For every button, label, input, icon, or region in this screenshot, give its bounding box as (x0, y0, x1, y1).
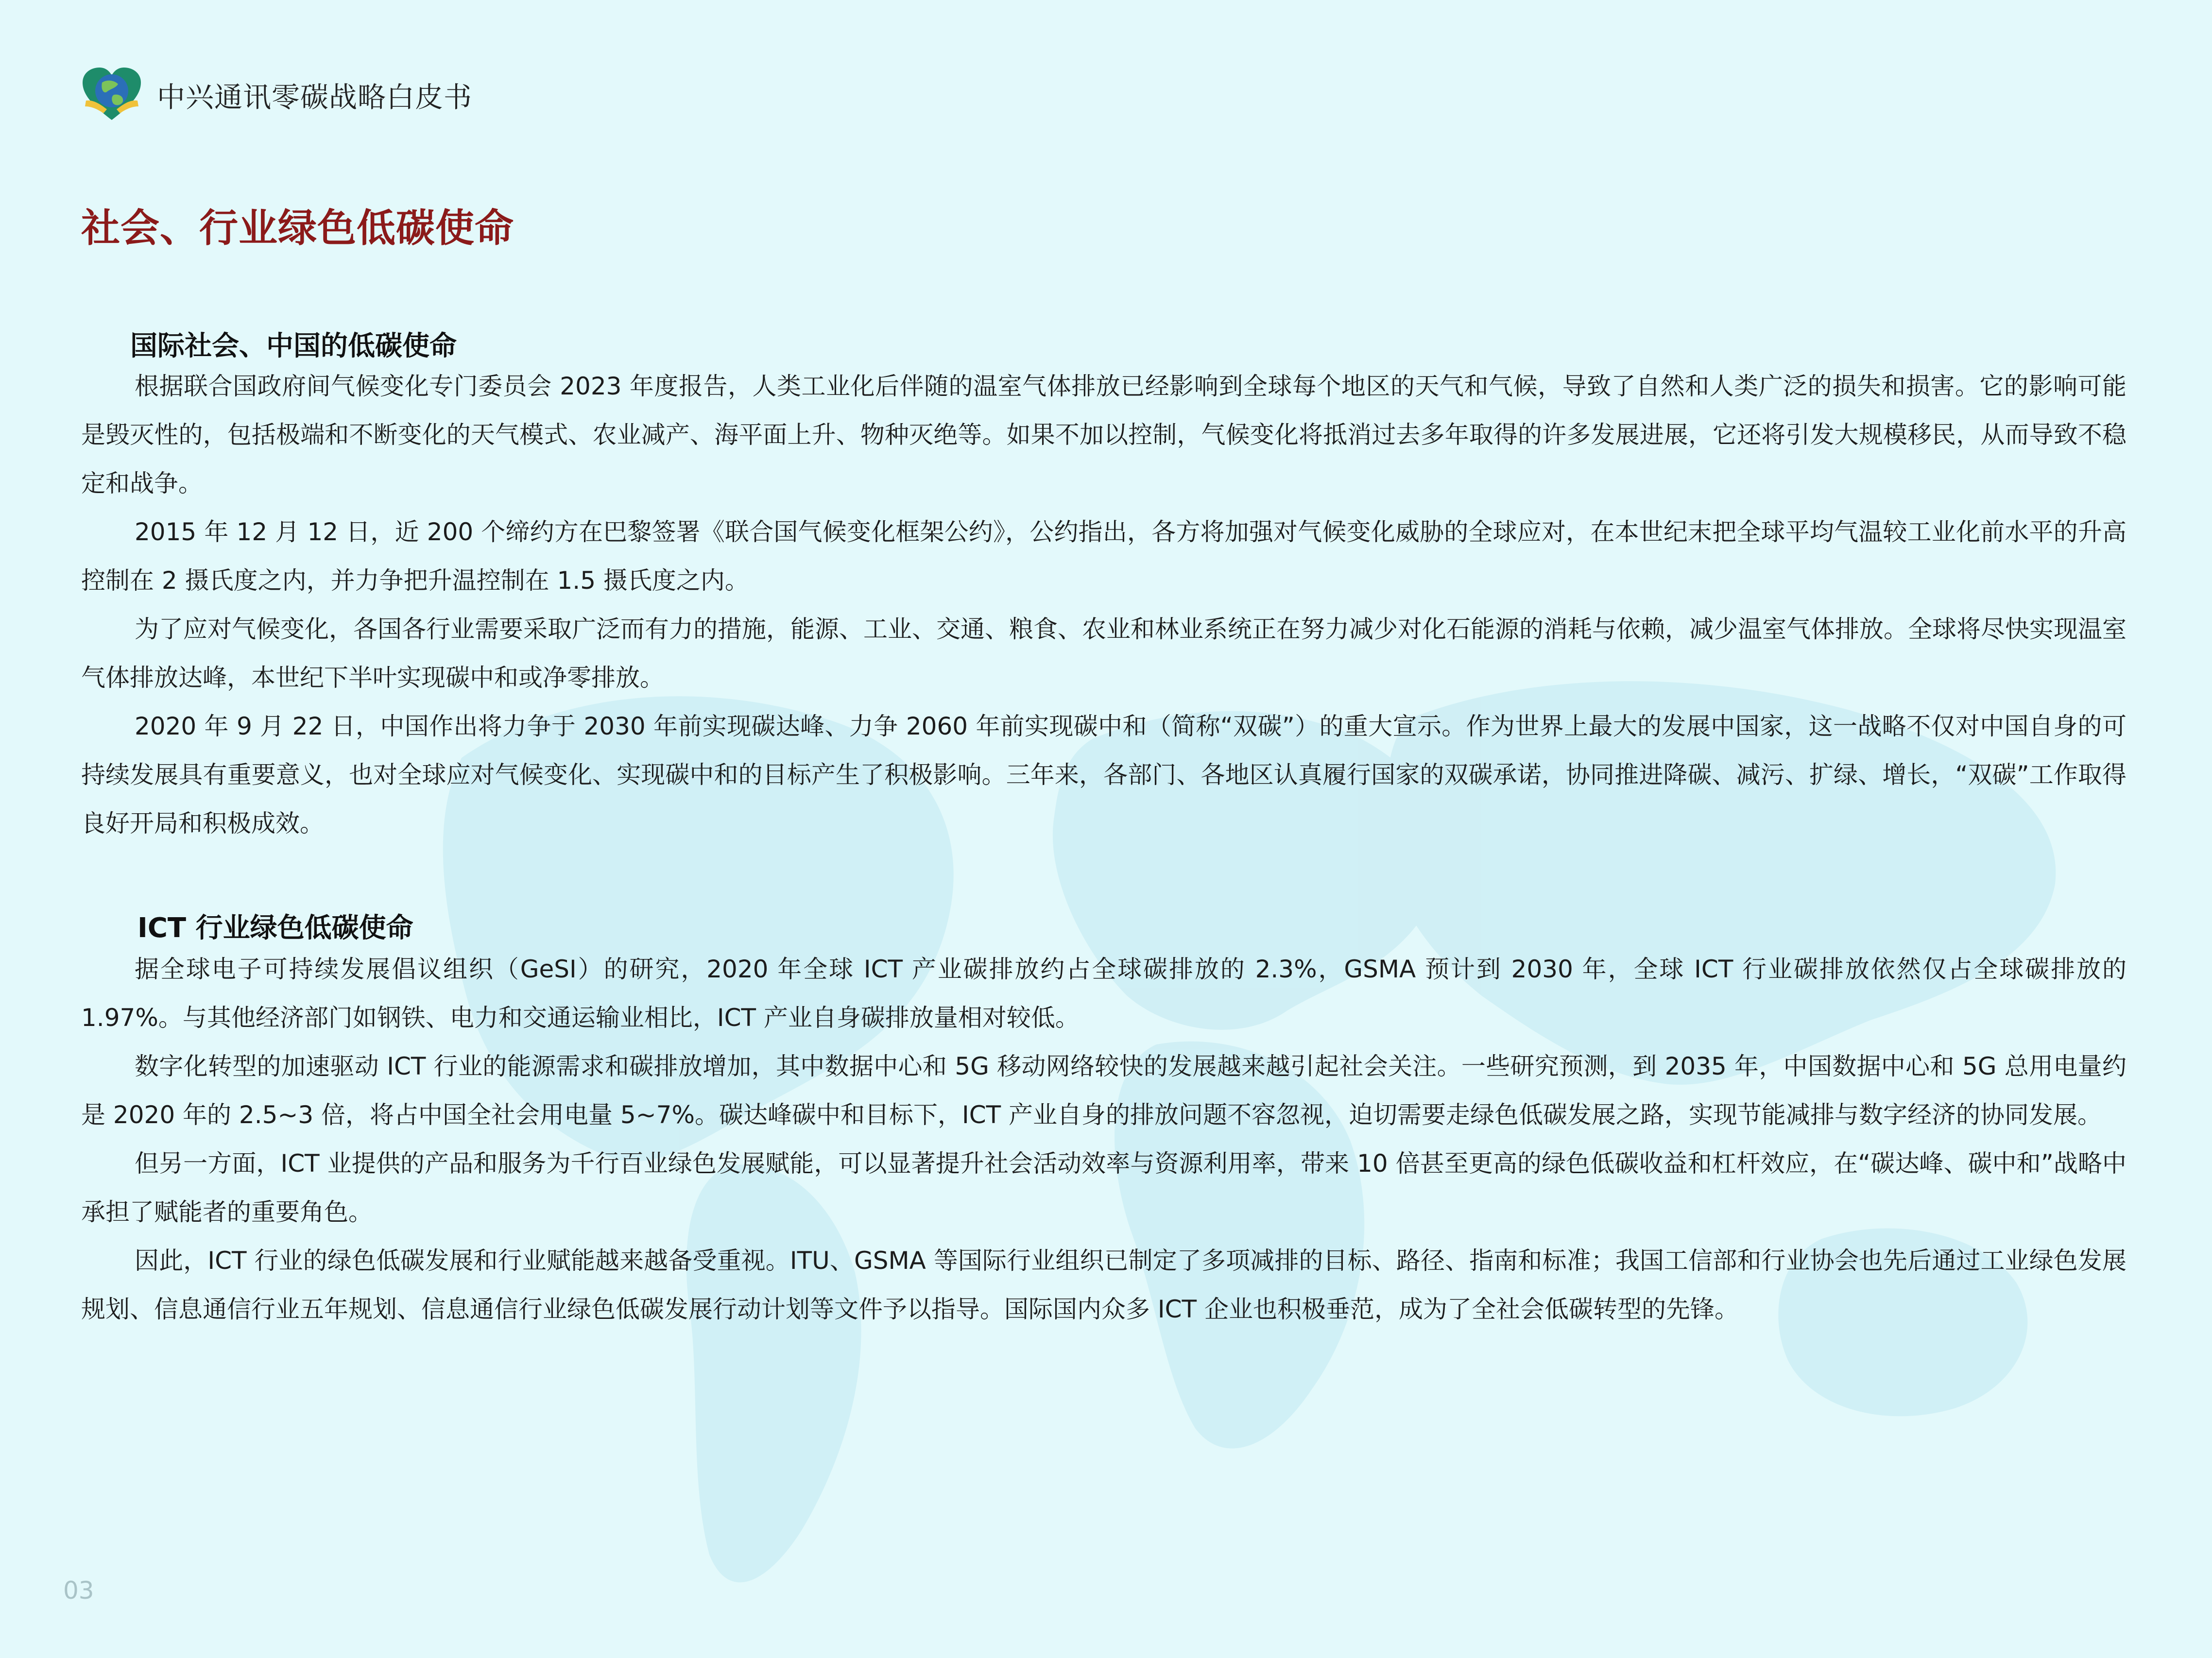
paragraph: 根据联合国政府间气候变化专门委员会 2023 年度报告，人类工业化后伴随的温室气体排放已经影响到全球每个地区的天气和气候，导致了自然和人类广泛的损失和损害。它的影响可能是毁灭性的，包括极端和不断变化的天气模式、农业减产、海平面上升、物种灭绝等。如果不加以控制，气候变化将抵消过去多年取得的许多发展进展，它还将引发大规模移民，从而导致不稳定和战争。 (81, 372, 2126, 497)
text-block-ict (81, 945, 2126, 1333)
header (80, 66, 472, 124)
paragraph: 2020 年 9 月 22 日，中国作出将力争于 2030 年前实现碳达峰、力争 2060 年前实现碳中和（简称“双碳”）的重大宣示。作为世界上最大的发展中国家，这一战略不仅对中国自身的可持续发展具有重要意义，也对全球应对气候变化、实现碳中和的目标产生了积极影响。三年来，各部门、各地区认真履行国家的双碳承诺，协同推进降碳、减污、扩绿、增长，“双碳”工作取得良好开局和积极成效。 (81, 712, 2126, 838)
paragraph: 2015 年 12 月 12 日，近 200 个缔约方在巴黎签署《联合国气候变化框架公约》，公约指出，各方将加强对气候变化威胁的全球应对，在本世纪末把全球平均气温较工业化前水平的升高控制在 2 摄氏度之内，并力争把升温控制在 1.5 摄氏度之内。 (81, 518, 2126, 595)
paragraph: 数字化转型的加速驱动 ICT 行业的能源需求和碳排放增加，其中数据中心和 5G 移动网络较快的发展越来越引起社会关注。一些研究预测，到 2035 年，中国数据中心和 5G 总用电量约是 2020 年的 2.5~3 倍，将占中国全社会用电量 5~7%。碳达峰碳中和目标下，ICT 产业自身的排放问题不容忽视，迫切需要走绿色低碳发展之路，实现节能减排与数字经济的协同发展。 (81, 1052, 2126, 1129)
subsection-title-international: 国际社会、中国的低碳使命 (130, 330, 457, 362)
page-number: 03 (63, 1576, 94, 1605)
paragraph: 因此，ICT 行业的绿色低碳发展和行业赋能越来越备受重视。ITU、GSMA 等国际行业组织已制定了多项减排的目标、路径、指南和标准；我国工信部和行业协会也先后通过工业绿色发展规划、信息通信行业五年规划、信息通信行业绿色低碳发展行动计划等文件予以指导。国际国内众多 ICT 企业也积极垂范，成为了全社会低碳转型的先锋。 (81, 1247, 2126, 1323)
section-title: 社会、行业绿色低碳使命 (81, 205, 514, 251)
paragraph: 为了应对气候变化，各国各行业需要采取广泛而有力的措施，能源、工业、交通、粮食、农业和林业系统正在努力减少对化石能源的消耗与依赖，减少温室气体排放。全球将尽快实现温室气体排放达峰，本世纪下半叶实现碳中和或净零排放。 (81, 615, 2126, 692)
subsection-title-ict: ICT 行业绿色低碳使命 (137, 912, 413, 944)
text-block-international (81, 362, 2126, 848)
heart-globe-logo-icon (80, 66, 143, 124)
paragraph: 但另一方面，ICT 业提供的产品和服务为千行百业绿色发展赋能，可以显著提升社会活动效率与资源利用率，带来 10 倍甚至更高的绿色低碳收益和杠杆效应，在“碳达峰、碳中和”战略中承担了赋能者的重要角色。 (81, 1149, 2126, 1226)
header-title: 中兴通讯零碳战略白皮书 (157, 81, 473, 114)
paragraph: 据全球电子可持续发展倡议组织（GeSI）的研究，2020 年全球 ICT 产业碳排放约占全球碳排放的 2.3%，GSMA 预计到 2030 年，全球 ICT 行业碳排放依然仅占全球碳排放的 1.97%。与其他经济部门如钢铁、电力和交通运输业相比，ICT 产业自身碳排放量相对较低。 (81, 955, 2126, 1032)
